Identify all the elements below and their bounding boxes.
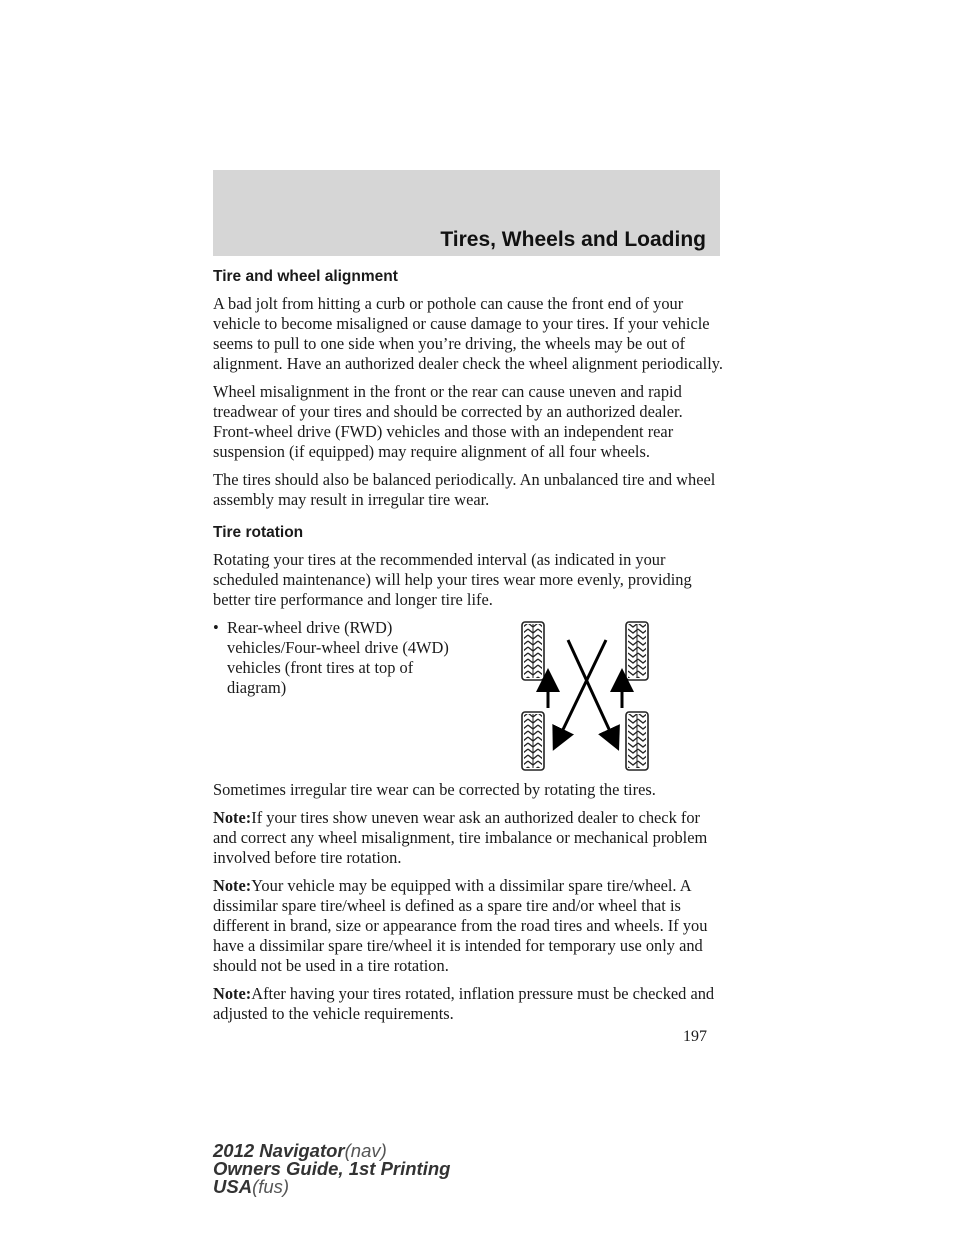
tire-rotation-diagram-icon [518,610,658,772]
rear-left-tire-icon [522,712,544,770]
rotation-bullet-block [213,618,723,780]
note-2 [213,876,723,976]
note-3-label: Note: [213,984,252,1003]
rotation-bullet [213,618,473,698]
rotation-heading: Tire rotation [213,524,304,541]
section-header-title: Tires, Wheels and Loading [440,228,706,251]
front-left-to-rear-right-arrow-icon [568,640,614,740]
footer-imprint [213,1142,450,1196]
footer-region: USA [213,1176,253,1197]
note-1-label: Note: [213,808,252,827]
rear-right-tire-icon [626,712,648,770]
bullet-marker: • [213,618,219,637]
footer-guide: Owners Guide, 1st Printing [213,1158,451,1179]
rotation-paragraph-1: Rotating your tires at the recommended interval (as indicated in your scheduled maintenance) will help your tires wear more evenly, providing better tire performance and longer tire life. [213,550,692,609]
alignment-paragraph-3: The tires should also be balanced periodically. An unbalanced tire and wheel assembly may result in irregular tire wear. [213,470,716,509]
front-left-tire-icon [522,622,544,680]
section-header-bar [213,170,720,256]
note-2-label: Note: [213,876,252,895]
page-content [213,268,723,1032]
page-number: 197 [683,1028,707,1045]
footer-model-code: (nav) [344,1140,387,1161]
note-3 [213,984,723,1024]
note-1-text: If your tires show uneven wear ask an authorized dealer to check for and correct any wheel misalignment, tire imbalance or mechanical problem involved before tire rotation. [213,808,708,867]
rotation-paragraph-2: Sometimes irregular tire wear can be corrected by rotating the tires. [213,780,656,799]
alignment-paragraph-2: Wheel misalignment in the front or the rear can cause uneven and rapid treadwear of your tires and should be corrected by an authorized dealer. Front-wheel drive (FWD) vehicles and those with an independent rear suspension (if equipped) may require alignment of all four wheels. [213,382,683,461]
bullet-text: Rear-wheel drive (RWD) vehicles/Four-wheel drive (4WD) vehicles (front tires at top of diagram) [227,618,449,697]
footer-model: 2012 Navigator [213,1140,345,1161]
alignment-paragraph-1: A bad jolt from hitting a curb or pothole can cause the front end of your vehicle to become misaligned or cause damage to your tires. If your vehicle seems to pull to one side when you’re driving, the wheels may be out of alignment. Have an authorized dealer check the wheel alignment periodically. [213,294,724,373]
alignment-heading: Tire and wheel alignment [213,268,398,285]
footer-region-code: (fus) [252,1176,290,1197]
front-right-tire-icon [626,622,648,680]
front-right-to-rear-left-arrow-icon [558,640,606,740]
note-3-text: After having your tires rotated, inflation pressure must be checked and adjusted to the vehicle requirements. [213,984,715,1023]
note-1 [213,808,723,868]
note-2-text: Your vehicle may be equipped with a dissimilar spare tire/wheel. A dissimilar spare tire/wheel is defined as a spare tire and/or wheel that is different in brand, size or appearance from the road tires and wheels. If you have a dissimilar spare tire/wheel it is intended for temporary use only and should not be used in a tire rotation. [213,876,708,975]
